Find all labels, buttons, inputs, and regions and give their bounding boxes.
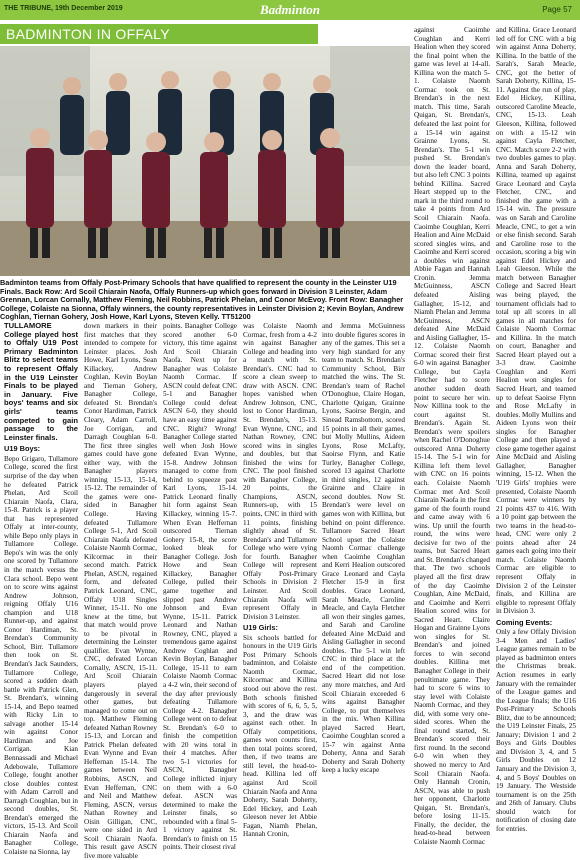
- article-column-1: [4, 321, 78, 857]
- column-1-text: Bepo Grigaro, Tullamore College, scored the first surprise of the day when he defeated Patrick Phelan, Ard Scoil Chiarain Naofa, Clara, 15-8. Patrick is a player that has represented Offaly at inter-county, while Bepo only plays in Tullamore College. Bepo's win was the only one scored by Tullamore in the match versus the Clara school. Bepo went on to score wins against Andrew Johnson, reigning Offaly U16 champion and U18 Runner-up, and against Conor Hardiman, St. Brendan's Community School, Birr. Tullamore then took on St. Brendan's Jack Saunders, Tullamore College, scored a sudden death battle with Patrick Glen, St. Brendan's, winning 15-14, and Bepo teamed with Ricky Lin to salvage another 15-14 win against Conor Hardiman and Joe Corrigan. Kian Bennassadi and Michael Adebowale, Tullamore College, fought another close doubles contest with Adam Carroll and Darragh Coughlan, but in second doubles, St. Brendan's emerged the victors, 15-13. Ard Scoil Chiarain Naofa and Banagher College, Colaiste na Sionna, lay: [4, 454, 78, 857]
- paper-dateline: THE TRIBUNE, 19th December 2019: [4, 5, 123, 12]
- article-column-2: [84, 322, 157, 860]
- section-title: Badminton: [260, 2, 320, 17]
- column-4-text: was Colaiste Naomh Cormac, fresh from a 4-2 win against Banagher College and heading into a match with St. Brendan's. CNC had to score a clean sweep to draw with ASCN. CNC hopes vanished when Andrew Johnson, CNC, lost to Conor Hardiman, St. Brendan's, 15-13. Evan Wynne, CNC, and Nathan Rowney, CNC scored wins in singles and doubles, but that finished the wins for CNC. The pool finished with Banagher College, 20 points, the Champions, ASCN, Runners-up, with 15 points, CNC in third with 11 points, finishing slightly ahead of St. Brendan's and Tullamore College who were vying for fourth. Banagher College will represent Offaly Post-Primary Schools in Division 2 Leinster. Ard Scoil Chiarain Naofa will represent Offaly in Division 3 Leinster.: [243, 322, 317, 621]
- subhead-coming-events: Coming Events:: [496, 617, 553, 627]
- column-6-text: against Caoimhe Coughlan and Kerri Healion when they scored the final point when the game was level at 14-all. Killina won the match 5-1. Colaiste Naomh Cormac took on St. Brendan's in the next match. This time, Sarah Quigan, St. Brendan's, defeated the last point for a 15-14 win against Grainne Lyons, St. Brendan's. The 5-1 win pushed St. Brendan's down the leader board, but also left CNC 3 points behind Killina. Sacred Heart stepped up to the mark in the third round to take 4 points from Ard Scoil Chiarain Naofa. Caoimhe Coughlan, Kerri Healion and Aine McDaid scored singles wins, and Caoimhe and Kerri scored a doubles win against Abbie Fagan and Hannah Cronin. Jemma McGuinness, ASCN defeated Aisling Gallagher, 15-12, and Niamh Phelan and Jemma McGuinness, ASCN defeated Aine McDaid and Aisling Gallagher, 15-12. Colaiste Naomh Cormac scored their first 6-0 win against Banagher College, but Cayla Fletcher had to score another sudden death point to secure her win. Now Killina took to the court against St. Brendan's. Again St. Brendan's were spoilers when Rachel O'Donoghue outscored Anna Doherty 15-14. The 5-1 win for Killina left them level with CNC on 16 points each. Colaiste Naomh Cormac met Ard Scoil Chiarain Naofa in the first game of the fourth round and came away with 6 wins. Up until the fourth round, the wins were decisive for two of the teams, but Sacred Heart and St. Brendan's changed that. The two schools played all the first draw of the day Caoimhe Coughlan, Aine McDaid, and Caoimhe and Kerri Healion scored wins for Sacred Heart. Claire Hogan and Grainne Lyons won singles for St. Brendan's and joined forces to win second doubles. Killina met Banagher College in their penultimate game. They had to score 6 wins to stay level with Colaiste Naomh Cormac, and they did, with some very one-sided scores. When the final round started, St. Brendan's scored their first round. In the second 6-0 win when they showed no mercy to Ard Scoil Chiarain Naofa. Only Hannah Cronin, ASCN, was able to push her opponent, Charlotte Quigan, St. Brendan's, before losing 11-15. Finally, the decider, the head-to-head between Colaiste Naomh Cormac: [414, 26, 490, 846]
- column-4-text-2: Six schools battled for honours in the U19 Girls Post Primary Schools badminton, and Colaiste Naomh Cormac, Kilcormac and Killina stood out above the rest. Both schools finished with scores of 6, 6, 5, 5, 3, and the draw was against each other. In Offaly competitions, games won counts first, then total points scored, then, if two teams are still level, the head-to-head. Killina led off against Ard Scoil Chiarain Naofa and Anna Doherty, Sarah Doherty, Edel Hickey, and Leah Gleeson never let Abbie Fagan, Niamh Phelan, Hannah Cronin,: [243, 633, 317, 839]
- column-5-text: and Jemma McGuinness into double figures scores in any of the games. This set a very high standard for any team to match. St. Brendan's Community School, Birr matched the wins. The St. Brendan's team of Rachel O'Donoghue, Claire Hogan, Charlotte Quigan, Grainne Lyons, Saoirse Bergin, and Sinead Ramsbottom, scored 15 points in all their games, but Molly Mullins, Aideen Lyons, Rose McLafty, Saoirse Flynn, and Katie Turley, Banagher College, scored 13 against Charlotte in third singles, 12 against Grainne and Claire in second doubles. Now St. Brendan's were level on games won with Killina, but behind on point difference. Tullamore Sacred Heart School upset the Colaiste Naomh Cormac challenge when Caoimhe Coughlan and Kerri Healion outscored Grace Leonard and Cayla Fletcher 15-9 in first doubles. Grace Leonard, Sarah Meacle, Caroline Meacle, and Cayla Fletcher all won their singles games, and Sarah and Caroline defeated Aine McDaid and Aisling Gallagher in second doubles. The 5-1 win left CNC in third place at the end of the competition. Sacred Heart did not lose any more matches, and Ard Scoil Chiarain exceeded 6 wins against Banagher College, to put themselves in the mix. When Killina played Sacred Heart, Caoimhe Coughlan scored a 15-7 win against Anna Doherty, Anna and Sarah Doherty and Sarah Doherty keep a lucky escape: [322, 322, 405, 775]
- article-column-3: [163, 322, 237, 852]
- column-2-text: down markers in their first matches that they intended to compete for Leinster places. Josh Howe, Karl Lyons, Sean Killackey, Andrew Coghlan, Kevin Boylan and Tiernan Gohery, Banagher College, defeated St. Brendan's Conor Hardiman, Patrick Cleary, Adam Carroll, Joe Corrigan, and Darragh Coughlan 6-0. The first three singles games could have gone either way, with the Banagher players winning 15-13, 15-14, 15-12. The remainder of the games were one-sided in Banagher College. Having defeated Tullamore College 5-1, Ard Scoil Chiarain Naofa defeated Colaiste Naomh Cormac, Kilcormac in their second match. Patrick Phelan, ASCN, regained form, and defeated Patrick Leonard, CNC, Offaly U18 Singles Winner, 15-11. No one knew at the time, but that match would prove to be pivotal in determining the Leinster qualifier. Evan Wynne, CNC, defeated Lorcan Cornally, ASCN, 15-11. Ard Scoil Chiarain players played dangerously in several other games, but managed to come out on top. Matthew Fleming defeated Nathan Rowney 15-13, and Lorcan and Patrick Phelan defeated Evan Wynne and Evan Heffernan 15-14. The games between Neil Robbins, ASCN, and Evan Heffernan, CNC and Neil and Matthew Fleming, ASCN, versus Nathan Rowney and Oisin Gilligan, CNC, were one sided in Ard Scoil Chiarain Naofa. This result gave ASCN five more valuable: [84, 322, 157, 860]
- article-headline: BADMINTON IN OFFALY: [6, 26, 170, 42]
- column-3-text: points. Banagher College scored another 6-0 victory, this time against Ard Scoil Chiarain Naofa. Next up for Banagher was Colaiste Naomh Cormac. If ASCN could defeat CNC 5-1 and Banagher College could defeat ASCN 6-0, they should have an easy time against CNC. Right? Wrong! Banagher College started well when Josh Howe defeated Evan Wynne, 15-8. Andrew Johnson managed to come from behind to squeeze past Karl Lyons, 15-14. Patrick Leonard finally hit form against Sean Killackey, winning 15-7. When Evan Heffernan outscored Tiernan Gohery 15-8, the score looked bleak for Banagher College. Josh Howe and Sean Killackey, Banagher College, pulled their game together and slipped past Andrew Johnson and Evan Wynne, 15-11. Patrick Leonard and Nathan Rowney, CNC, played a tremendous game against Andrew Coghlan and Kevin Boylan, Banagher College, 15-11 to earn Colaiste Naomh Cormac a 4-2 win, their second of the day after previously defeating Tullamore College 4-2. Banagher College went on to defeat St. Brendan's 6-0 to finish the competition with 20 wins total in their 4 matches. After two 5-1 victories for ASCN, Banagher College inflicted injury on them with a 6-0 defeat. ASCN was determined to make the Leinster finals, so rebounded with a final 5-1 victory against St. Brendan's to finish on 15 points. Their closest rival: [163, 322, 237, 852]
- article-column-6: [414, 26, 490, 846]
- article-intro: TULLAMORE College played host to Offaly U19 Post Primary Badminton Blitz to select teams to represent Offaly in the U19 Leinster Finals to be played in January. Five boys' teams and six girls' teams competed to gain passage to the Leinster finals.: [4, 321, 78, 442]
- team-photo-illustration: [0, 46, 410, 276]
- photo-caption: Badminton teams from Offaly Post-Primary Schools that have qualified to represent the county in the Leinster U19 Finals. Back Row: Ard Scoil Chiarain Naofa, Offaly Runners-up which goes forward in Division 3 Leinster, Adam Grennan, Lorcan Cornally, Matthew Fleming, Neil Robbins, Patrick Phelan, and Conor McEvoy. Front Row: Banagher College, Colaiste na Sionna, Offaly winners, the county representatives in Leinster Division 2; Kevin Boylan, Andrew Coghlan, Tiernan Gohery, Josh Howe, Karl Lyons, Steven Kelly. TT51200: [0, 278, 404, 322]
- column-7-text-2: Only a few Offaly Division 3-4 Men and Ladies' League games remain to be played as badminton enters the Christmas break. Action resumes in early January with the remainder of the League games and the League finals; the U16 Post-Primary Schools Blitz, due to be announced; the U19 Leinster Finals, 25 January; Division 1 and 2 Boys and Girls Doubles and Division 3, 4, and 5 Girls Doubles on 12 January and the Division 3, 4, and 5 Boys' Doubles on 19 January. The Westside tournament is on the 25th and 26th of January. Clubs should watch for notification of closing date for entries.: [496, 628, 576, 833]
- article-column-7: [496, 26, 576, 833]
- article-column-5: [322, 322, 405, 775]
- subhead-u19-girls: U19 Girls:: [243, 623, 278, 633]
- page-number: Page 57: [542, 5, 572, 14]
- article-column-4: [243, 322, 317, 839]
- page-header-bar: [0, 0, 580, 20]
- subhead-u19-boys: U19 Boys:: [4, 444, 41, 454]
- article-headline-banner: [0, 24, 318, 44]
- team-photo: [0, 46, 410, 276]
- column-7-text: and Killina. Grace Leonard led off for CNC with a big win against Anna Doherty, Killina. In the battle of the Sarah's, Sarah Meacle, CNC, got the better of Sarah Doherty, Killina, 15-11. Against the run of play, Edel Hickey, Killina, outscored Caroline Meacle, CNC, 15-13. Leah Gleeson, Killina, followed on with a 15-12 win against Cayla Fletcher, CNC. Match score 2-2 with two doubles games to play. Anna and Sarah Doherty, Killina, teamed up against Grace Leonard and Cayla Fletcher, CNC, and finished the game with a 15-14 win. The pressure was on Sarah and Caroline Meacle, CNC, to get a win or else finish second. Sarah and Caroline rose to the occasion, scoring a big win against Edel Hickey and Leah Gleeson. While the match between Banagher College and Sacred Heart was being played, the tournament officials had to total up all scores in all games in all matches for Colaiste Naomh Cormac and Killina. In the match on court, Banagher and Sacred Heart played out a 3-3 draw. Caoimhe Coughlan and Kerri Healion won singles for Sacred Heart, and teamed up to defeat Saoirse Flynn and Rose McLafty in doubles. Molly Mullins and Aideen Lyons won their singles for Banagher College and then played a close game together against Aine McDaid and Aisling Gallagher, Banagher winning, 15-12. When the 'U19 Girls' trophies were presented, Colaiste Naomh Cormac were winners by 21 points 437 to 416. With a 10 point gap between the two teams in the head-to-head, CNC were only 2 points ahead after 24 games each going into their match. Colaiste Naomh Cormac are eligible to represent Offaly in Division 2 of the Leinster finals, and Killina are eligible to represent Offaly in Division 3.: [496, 26, 576, 616]
